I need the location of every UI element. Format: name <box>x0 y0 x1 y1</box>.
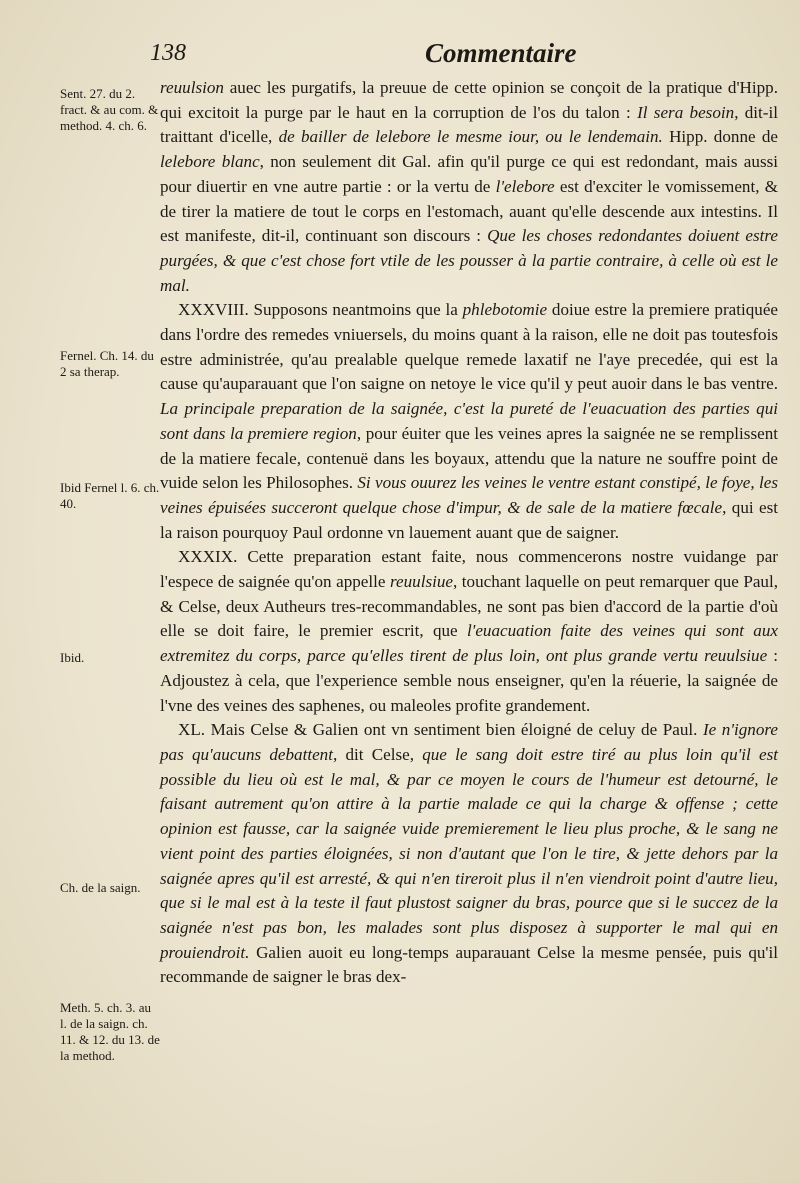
text-run: Galien auoit eu long-temps auparauant Celse la mesme pensée, puis qu'il recommande de saigner le bras dex- <box>160 942 778 987</box>
italic-text: Que les choses redondantes doiuent estre purgées, & que c'est chose fort vtile de les pousser à la partie contraire, à celle où est le mal. <box>160 226 778 295</box>
margin-note: Ch. de la saign. <box>60 880 141 895</box>
body-text <box>160 76 778 990</box>
italic-text: de bailler de lelebore le mesme iour, ou le lendemain. <box>278 127 663 147</box>
margin-note: Sent. 27. du 2. fract. & au com. & method. 4. ch. 6. <box>60 86 159 133</box>
italic-text: reuulsiue <box>390 572 453 592</box>
italic-text: l'elebore <box>495 176 555 196</box>
text-run: XXXVIII. Supposons neantmoins que la <box>178 300 463 320</box>
italic-text: l'euacuation faite des veines qui sont aux extremitez du corps, parce qu'elles tirent de plus loin, ont plus grande vertu reuulsiue <box>160 621 778 666</box>
italic-text: phlebotomie <box>462 300 548 320</box>
text-run: , non seulement dit Gal. afin qu'il purge ce qui est redondant, mais aussi pour diuertir en vne autre partie : or la vertu de <box>160 152 778 196</box>
text-run: auec les purgatifs, la preuue de cette opinion se conçoit de la pratique d'Hipp. qui excitoit la purge par le haut en la corruption de l'os du talon : <box>160 78 778 122</box>
section-xxxviii <box>160 298 778 545</box>
section-xl <box>160 718 778 990</box>
running-title: Commentaire <box>425 38 577 68</box>
margin-note: Ibid. <box>60 650 85 665</box>
text-run: : Adjoustez à cela, que l'experience semble nous enseigner, qu'en la réuerie, la saignée de l'vne des veines des saphenes, ou maleoles profite grandement. <box>160 646 779 715</box>
text-run: , qui est la raison pourquoy Paul ordonne vn lauement auant que de saigner. <box>160 497 778 542</box>
margin-note: Meth. 5. ch. 3. au l. de la saign. ch. 11. & 12. du 13. de la method. <box>60 1000 160 1063</box>
text-run: est d'exciter le vomissement, & de tirer la matiere de tout le corps en l'estomach, auant qu'elle descende aux intestins. Il est manifeste, dit-il, continuant son discours : <box>160 176 778 246</box>
paragraph-continued <box>160 76 778 298</box>
text-run: , pour éuiter que les veines apres la saignée ne se remplissent de la matiere fecale, contenuë dans les boyaux, attendu que la nature ne souffre point de vuide selon les Philosophes. <box>160 423 778 493</box>
italic-text: que le sang doit estre tiré au plus loin qu'il est possible du lieu où est le mal, & par ce moyen le cours de l'humeur est detourné, le faisant autrement qu'on attire à la partie malade ce qui la charge & offense ; cette opinion est fausse, car la saignée vuide premierement le lieu plus proche, & le sang ne vient point des parties éloignées, si non d'autant que l'on le tire, & jette dehors par la saignée apres qu'il est arresté, & qui n'en tireroit plus il n'en viendroit point d'autre lieu, que si le mal est à la teste il faut plustost saigner du bras, pource que si le succez de la saignée n'est pas bon, les malades sont plus disposez à supporter le mal qui en prouiendroit. <box>160 744 778 962</box>
italic-text: Il sera besoin <box>637 102 735 122</box>
text-run: Hipp. donne de <box>662 127 778 147</box>
margin-note: Ibid Fernel l. 6. ch. 40. <box>60 480 160 511</box>
text-run: , touchant laquelle on peut remarquer que Paul, & Celse, deux Autheurs tres-recommandables, ne sont pas bien d'accord de la partie d'où elle se doit faire, le premier escrit, que <box>160 572 778 641</box>
italic-text: reuulsion <box>160 78 224 97</box>
italic-text: La principale preparation de la saignée, c'est la pureté de l'euacuation des parties qui sont dans la premiere region <box>160 399 778 443</box>
italic-text: Ie n'ignore pas qu'aucuns debattent <box>160 720 779 764</box>
text-run: doiue estre la premiere pratiquée dans l'ordre des remedes vniuersels, du moins quant à la raison, elle ne doit pas toutesfois estre administrée, qu'au prealable quelque remede laxatif ne l'aye precedée, qui est la cause qu'auparauant que l'on saigne on netoye le vice qu'il y peut auoir dans le bas ventre. <box>160 300 778 394</box>
text-run: , dit-il traittant d'icelle, <box>160 102 778 147</box>
section-xxxix <box>160 545 778 718</box>
text-run: , dit Celse, <box>332 744 423 764</box>
margin-note: Fernel. Ch. 14. du 2 sa therap. <box>60 348 154 379</box>
page-number: 138 <box>150 40 186 66</box>
text-run: XL. Mais Celse & Galien ont vn sentiment bien éloigné de celuy de Paul. <box>178 720 703 740</box>
text-run: XXXIX. Cette preparation estant faite, nous commencerons nostre vuidange par l'espece de saignée qu'on appelle <box>160 547 778 592</box>
margin-notes <box>0 0 160 1183</box>
italic-text: lelebore blanc <box>160 152 260 172</box>
italic-text: Si vous ouurez les veines le ventre estant constipé, le foye, les veines épuisées succeront quelque chose d'impur, & de sale de la matiere fœcale <box>160 473 778 517</box>
